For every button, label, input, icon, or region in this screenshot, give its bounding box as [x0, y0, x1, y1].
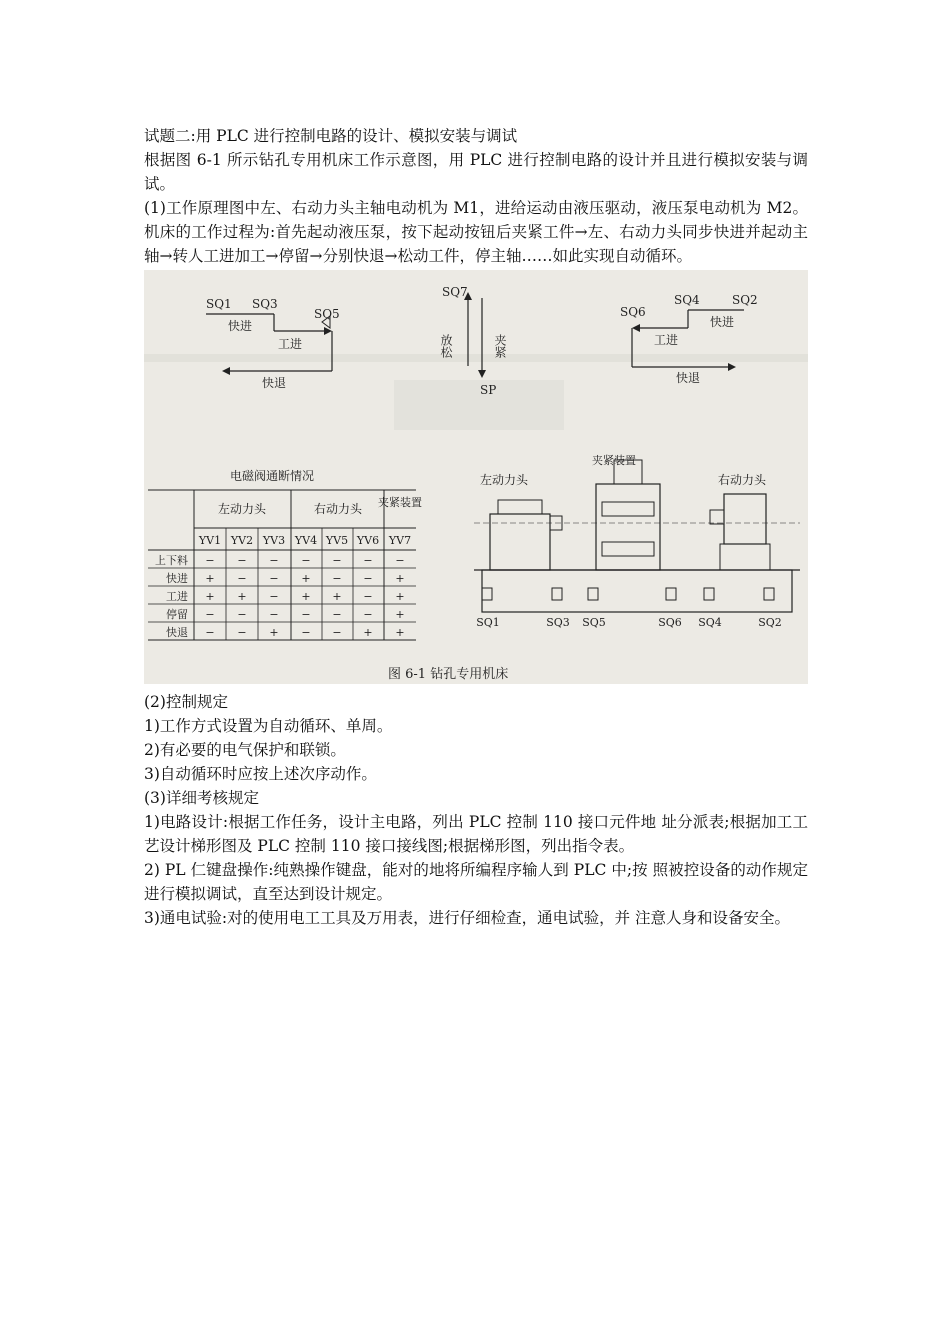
valve-row-label: 停留: [166, 608, 188, 621]
valve-cell: −: [269, 554, 279, 567]
valve-column-header: YV1: [198, 534, 222, 547]
label-left-fast-in: 快进: [228, 319, 253, 333]
valve-column-header: YV2: [230, 534, 254, 547]
label-left-head: 左动力头: [480, 473, 529, 487]
label-left-fast-back: 快退: [262, 376, 287, 390]
valve-cell: +: [205, 572, 215, 585]
label-release: 放松: [439, 334, 453, 358]
label-sq6: SQ6: [620, 305, 646, 319]
figure-6-1: [144, 270, 808, 684]
valve-cell: +: [205, 590, 215, 603]
valve-cell: +: [395, 626, 405, 639]
valve-column-header: YV6: [356, 534, 380, 547]
valve-row-label: 工进: [166, 590, 188, 603]
item3-line3: 3)通电试验:对的使用电工工具及万用表，进行仔细检查，通电试验，并 注意人身和设备安全。: [144, 909, 791, 927]
figure-drawing: [144, 270, 808, 684]
item3-line2: 2) PL 仁键盘操作:纯熟操作键盘，能对的地将所编程序输人到 PLC 中;按 照被控设备的动作规定进行模拟调试，直至达到设计规定。: [144, 861, 808, 903]
valve-cell: −: [237, 626, 247, 639]
valve-cell: −: [332, 572, 342, 585]
valve-cell: +: [269, 626, 279, 639]
item2-title: (2)控制规定: [144, 693, 228, 711]
valve-group-header: 夹紧装置: [378, 496, 422, 509]
label-clamp-device: 夹紧装置: [592, 454, 636, 467]
valve-cell: −: [269, 572, 279, 585]
item1-paragraph: (1)工作原理图中左、右动力头主轴电动机为 M1，进给运动由液压驱动，液压泵电动机为 M2。机床的工作过程为:首先起动液压泵，按下起动按钮后夹紧工件→左、右动力头同步快进并起动主轴→转人工进加工→停留→分别快退→松动工件，停主轴……如此实现自动循环。: [144, 199, 808, 265]
valve-column-header: YV5: [325, 534, 349, 547]
machine-switch-label-sq4: SQ4: [698, 616, 722, 629]
item3-title: (3)详细考核规定: [144, 789, 259, 807]
valve-cell: +: [363, 626, 373, 639]
label-clamp: 夹紧: [493, 334, 507, 358]
valve-cell: +: [332, 590, 342, 603]
label-sq5: SQ5: [314, 307, 340, 321]
valve-column-header: YV4: [294, 534, 318, 547]
valve-cell: −: [363, 608, 373, 621]
machine-switch-label-sq6: SQ6: [658, 616, 682, 629]
valve-cell: +: [301, 572, 311, 585]
valve-cell: −: [363, 572, 373, 585]
item2-line3: 3)自动循环时应按上述次序动作。: [144, 765, 377, 783]
label-sq4: SQ4: [674, 293, 700, 307]
label-right-work-in: 工进: [654, 333, 679, 347]
valve-group-header: 右动力头: [313, 502, 363, 516]
document-page: [144, 124, 808, 930]
doc-title: 试题二:用 PLC 进行控制电路的设计、模拟安装与调试: [144, 127, 518, 145]
label-sq7: SQ7: [442, 285, 468, 299]
valve-cell: −: [237, 608, 247, 621]
label-sq3: SQ3: [252, 297, 278, 311]
valve-cell: −: [205, 626, 215, 639]
doc-intro: 根据图 6-1 所示钻孔专用机床工作示意图，用 PLC 进行控制电路的设计并且进行模拟安装与调试。: [144, 151, 808, 193]
valve-cell: +: [301, 590, 311, 603]
label-sp: SP: [480, 383, 497, 397]
valve-cell: −: [363, 590, 373, 603]
valve-cell: −: [332, 554, 342, 567]
label-right-head: 右动力头: [718, 473, 767, 487]
machine-switch-label-sq5: SQ5: [582, 616, 606, 629]
label-left-work-in: 工进: [278, 337, 303, 351]
valve-cell: −: [332, 608, 342, 621]
valve-cell: +: [237, 590, 247, 603]
machine-switch-label-sq1: SQ1: [476, 616, 500, 629]
figure-caption: 图 6-1 钻孔专用机床: [388, 667, 509, 682]
machine-switch-label-sq3: SQ3: [546, 616, 570, 629]
valve-cell: −: [205, 554, 215, 567]
valve-cell: −: [237, 572, 247, 585]
valve-cell: +: [395, 572, 405, 585]
valve-cell: −: [363, 554, 373, 567]
valve-cell: −: [395, 554, 405, 567]
valve-column-header: YV3: [262, 534, 286, 547]
label-right-fast-in: 快进: [710, 315, 735, 329]
valve-cell: −: [269, 608, 279, 621]
valve-cell: +: [395, 590, 405, 603]
label-sq2: SQ2: [732, 293, 758, 307]
label-sq1: SQ1: [206, 297, 232, 311]
valve-cell: −: [269, 590, 279, 603]
valve-row-label: 快进: [166, 572, 188, 585]
valve-cell: −: [205, 608, 215, 621]
item2-line1: 1)工作方式设置为自动循环、单周。: [144, 717, 393, 735]
valve-column-header: YV7: [388, 534, 412, 547]
valve-row-label: 快退: [166, 626, 188, 639]
valve-cell: −: [332, 626, 342, 639]
valve-cell: −: [301, 554, 311, 567]
valve-group-header: 左动力头: [217, 502, 267, 516]
label-right-fast-back: 快退: [676, 371, 701, 385]
valve-cell: −: [301, 626, 311, 639]
valve-table-title: 电磁阀通断情况: [230, 469, 315, 483]
item3-line1: 1)电路设计:根据工作任务，设计主电路，列出 PLC 控制 110 接口元件地 址分派表;根据加工工艺设计梯形图及 PLC 控制 110 接口接线图;根据梯形图，列出指令表。: [144, 813, 808, 855]
valve-cell: +: [395, 608, 405, 621]
item2-line2: 2)有必要的电气保护和联锁。: [144, 741, 346, 759]
valve-row-label: 上下料: [155, 554, 188, 567]
valve-cell: −: [301, 608, 311, 621]
valve-cell: −: [237, 554, 247, 567]
machine-switch-label-sq2: SQ2: [758, 616, 782, 629]
